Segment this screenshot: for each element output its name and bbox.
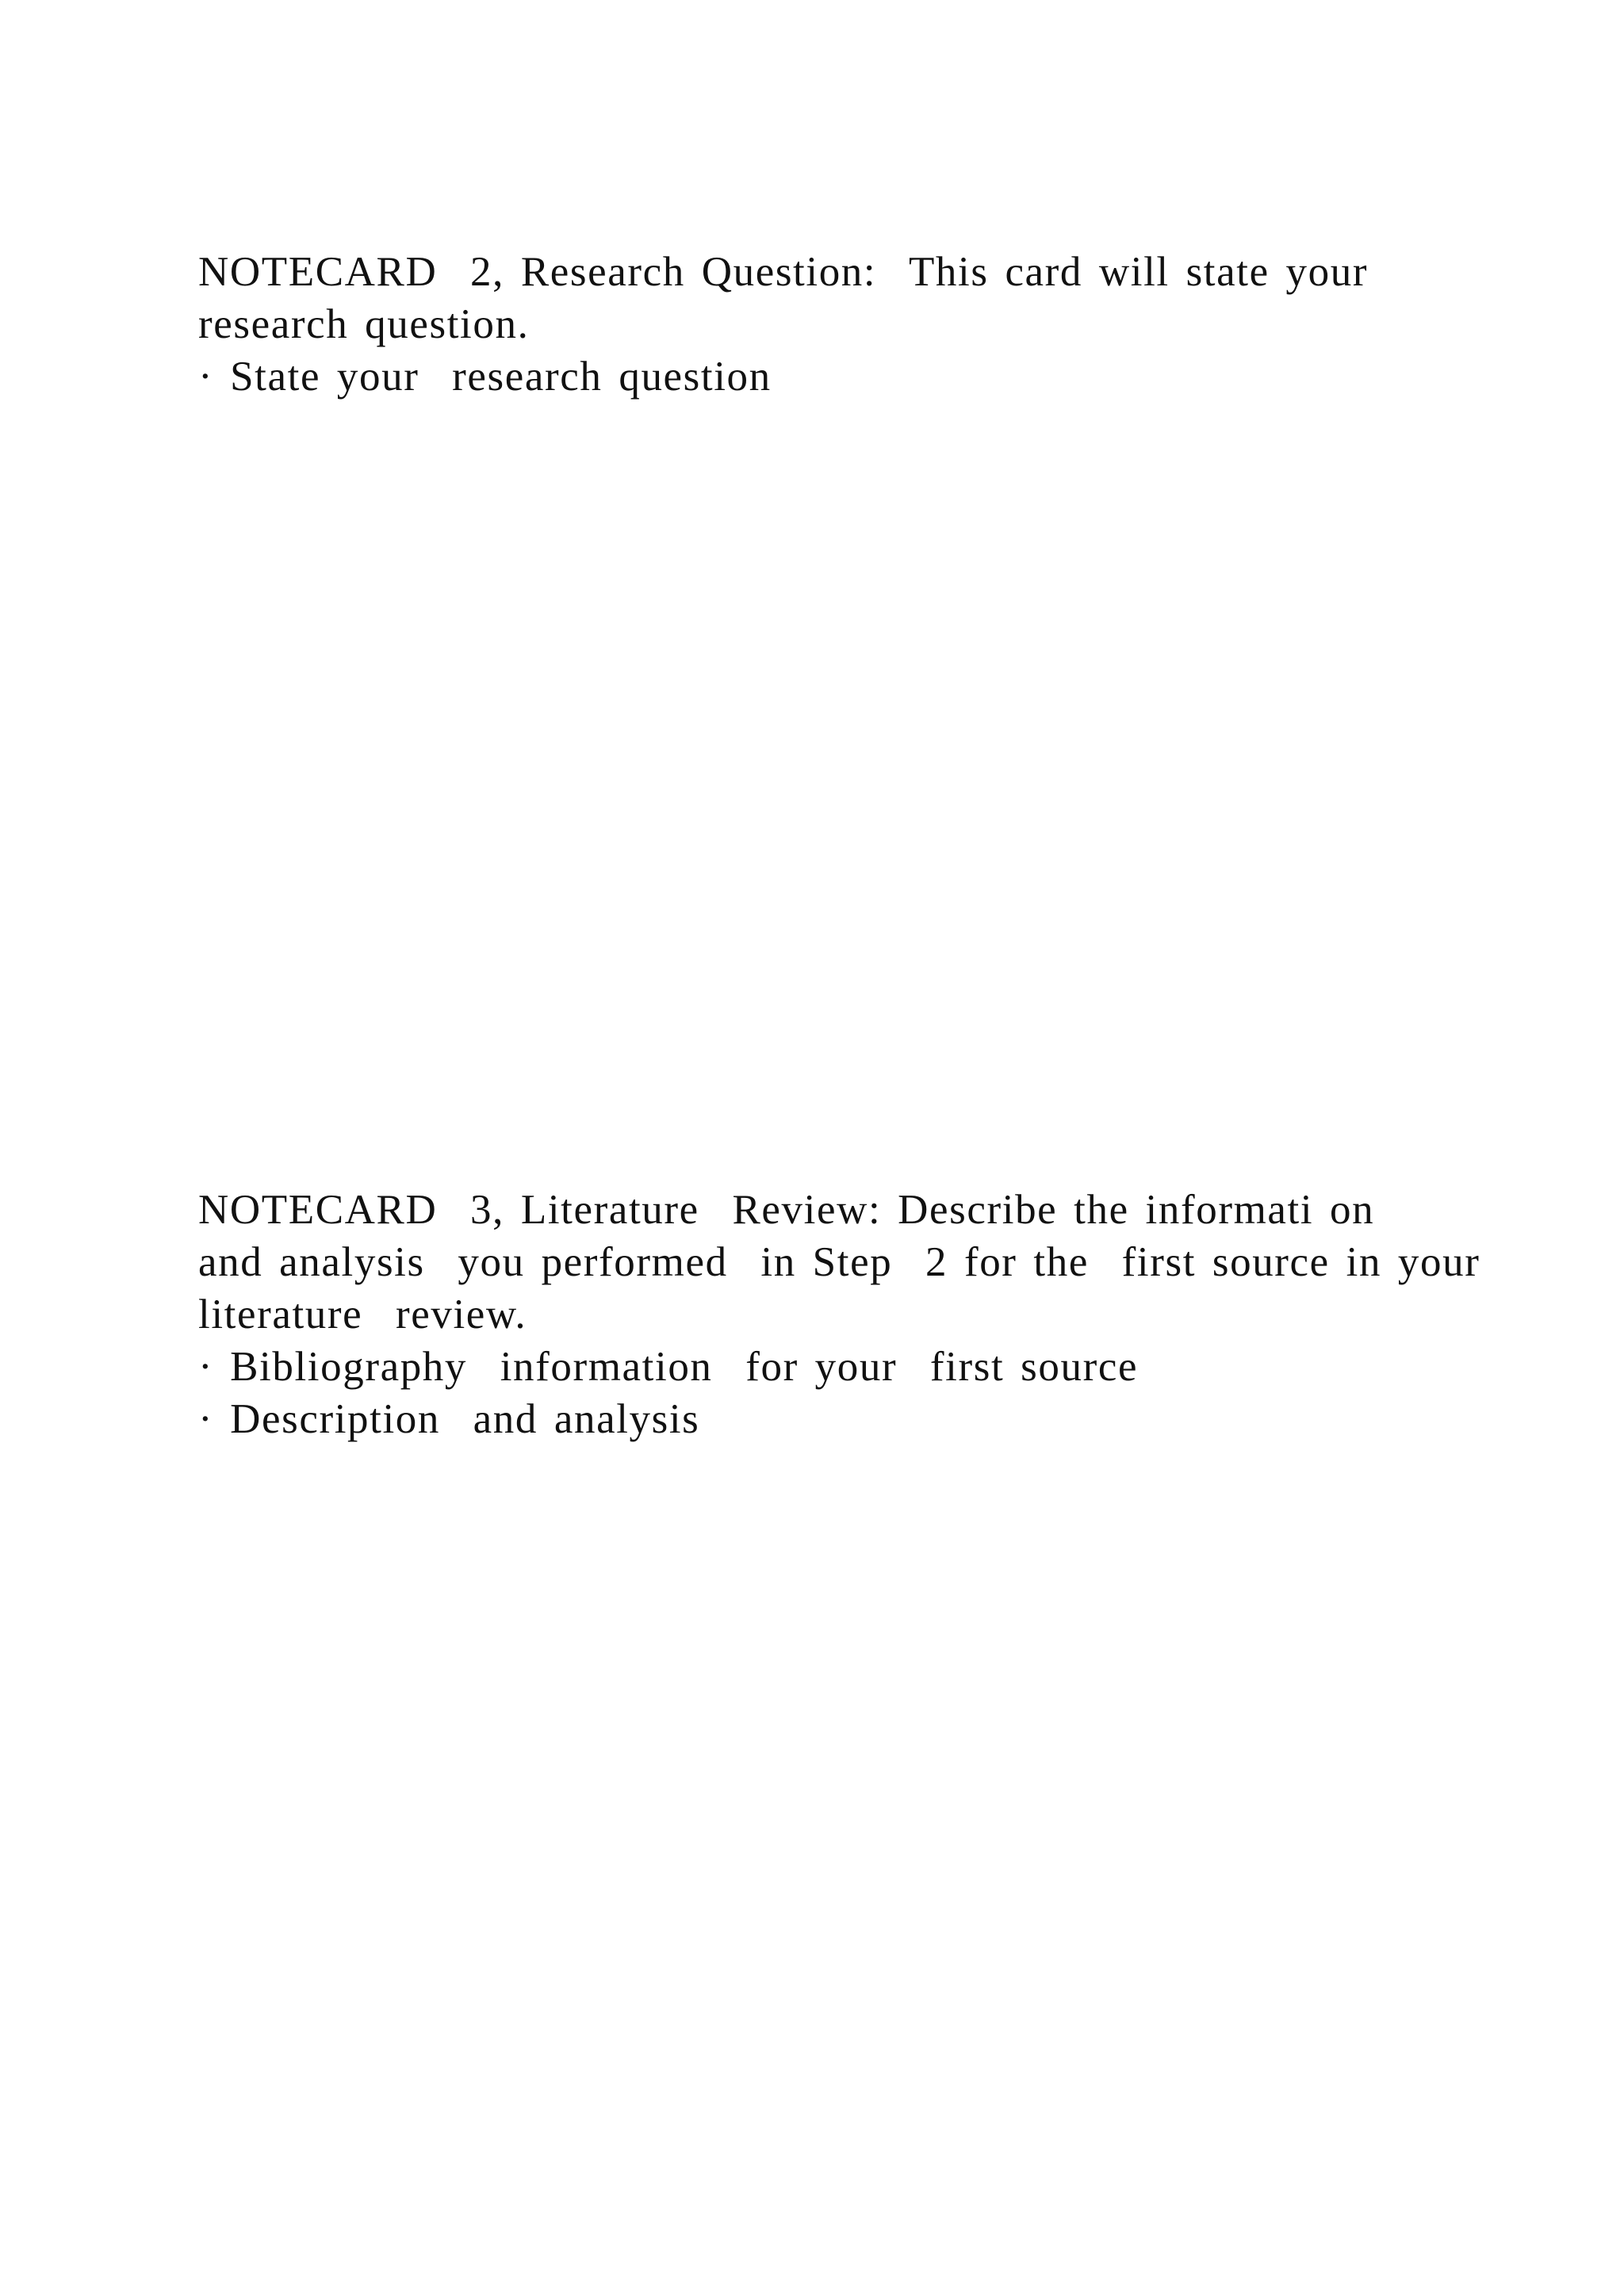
notecard-3-heading-continuation: and analysis you performed in Step 2 for the first source in your	[198, 1239, 1480, 1285]
notecard-3-heading-line: NOTECARD 3, Literature Review: Describe the informati on	[198, 1187, 1375, 1233]
notecard-2-heading-continuation: research question.	[198, 301, 530, 347]
notecard-2-bullet: · State your research question	[198, 354, 772, 400]
notecard-3-bullet-description: · Description and analysis	[198, 1396, 700, 1442]
notecard-3-heading-end: literature review.	[198, 1292, 527, 1337]
notecard-3-bullet-bibliography: · Bibliography information for your first source	[198, 1344, 1139, 1390]
notecard-2-heading-line: NOTECARD 2, Research Question: This card will state your	[198, 249, 1369, 295]
